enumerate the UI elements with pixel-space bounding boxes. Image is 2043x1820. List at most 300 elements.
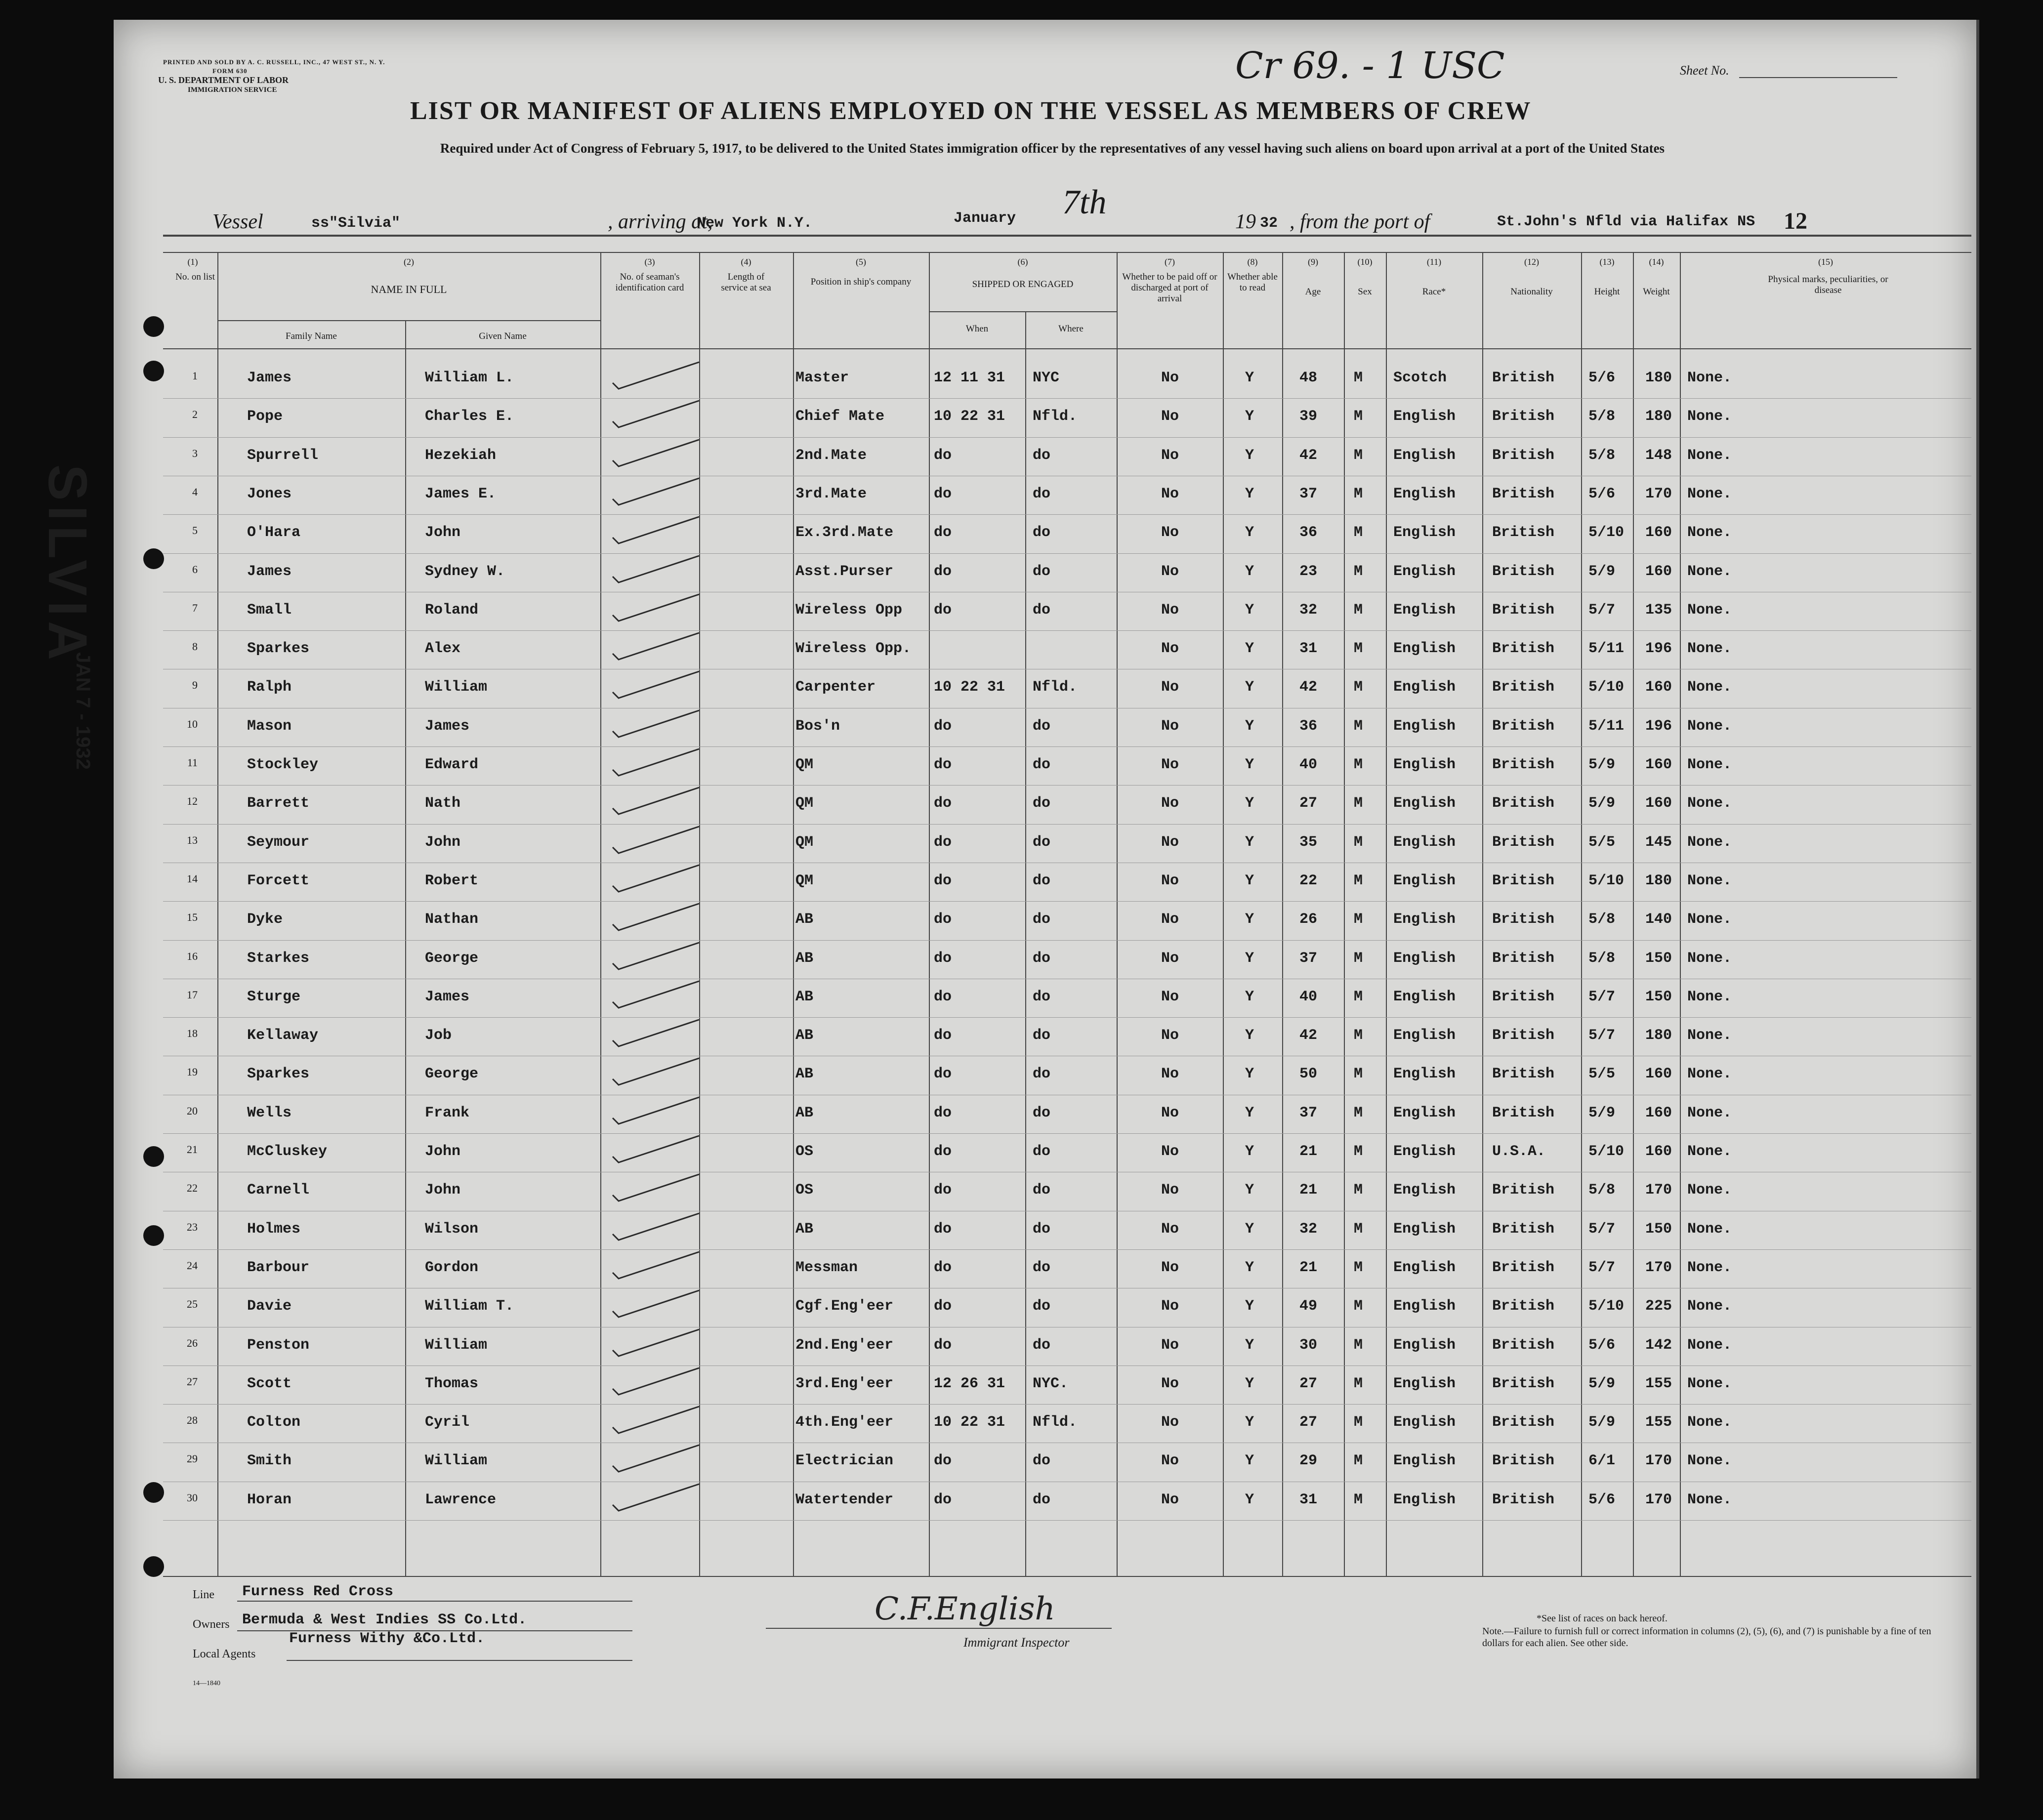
row-rule — [163, 1017, 1971, 1018]
race-cell: English — [1393, 1336, 1456, 1354]
nationality-cell: British — [1492, 1491, 1555, 1508]
physical-marks-cell: None. — [1687, 1336, 1732, 1354]
given-name-cell: James — [425, 717, 470, 735]
given-name-cell: John — [425, 833, 461, 851]
row-rule — [163, 746, 1971, 747]
position-cell: Messman — [795, 1259, 858, 1276]
family-name-cell: Wells — [247, 1104, 292, 1121]
family-name-cell: Stockley — [247, 756, 319, 773]
shipped-where-cell: do — [1033, 1182, 1051, 1199]
given-name-cell: George — [425, 950, 479, 967]
check-mark-icon — [608, 1016, 707, 1050]
row-number: 13 — [187, 833, 198, 846]
height-cell: 5/8 — [1588, 1182, 1616, 1199]
able-to-read-cell: Y — [1245, 1491, 1254, 1508]
shipped-where-cell: Nfld. — [1033, 1414, 1078, 1431]
position-cell: Asst.Purser — [795, 563, 894, 580]
family-name-cell: James — [247, 370, 292, 386]
given-name-cell: Nathan — [425, 911, 479, 928]
weight-cell: 196 — [1645, 717, 1672, 735]
nationality-cell: British — [1492, 717, 1555, 735]
physical-marks-cell: None. — [1687, 1143, 1732, 1160]
col11-label: Race* — [1422, 287, 1446, 297]
weight-cell: 170 — [1645, 485, 1672, 502]
col8-label: Whether able to read — [1227, 272, 1278, 293]
sex-cell: M — [1354, 1375, 1363, 1392]
family-name-cell: Spurrell — [247, 447, 319, 464]
paid-off-cell: No — [1161, 1220, 1179, 1238]
row-number: 20 — [187, 1104, 198, 1117]
col-divider — [1344, 252, 1345, 1576]
weight-cell: 170 — [1645, 1452, 1672, 1470]
able-to-read-cell: Y — [1245, 1414, 1254, 1431]
nationality-cell: British — [1492, 1336, 1555, 1354]
shipped-when-cell: 12 11 31 — [934, 370, 1005, 386]
weight-cell: 160 — [1645, 1143, 1672, 1160]
paid-off-cell: No — [1161, 988, 1179, 1005]
col7-number: (7) — [1165, 257, 1175, 267]
shipped-when-cell: do — [934, 447, 952, 464]
nationality-cell: British — [1492, 1414, 1555, 1431]
sex-cell: M — [1354, 1336, 1363, 1354]
age-cell: 32 — [1299, 601, 1318, 619]
given-name-cell: John — [425, 524, 461, 541]
col-divider — [1117, 252, 1118, 1576]
shipped-when-cell: do — [934, 1104, 952, 1121]
shipped-where-cell: do — [1033, 911, 1051, 928]
shipped-when-cell: do — [934, 1182, 952, 1199]
sheet-number: 12 — [1784, 208, 1807, 234]
height-cell: 5/8 — [1588, 950, 1616, 967]
shipped-where-cell: do — [1033, 1066, 1051, 1083]
position-cell: 3rd.Mate — [795, 485, 867, 502]
col-divider — [600, 252, 601, 1576]
age-cell: 42 — [1299, 679, 1318, 696]
able-to-read-cell: Y — [1245, 1336, 1254, 1354]
position-cell: AB — [795, 1027, 814, 1044]
col11-number: (11) — [1426, 257, 1442, 267]
given-name-cell: William — [425, 679, 488, 696]
height-cell: 5/10 — [1588, 679, 1625, 696]
physical-marks-cell: None. — [1687, 1182, 1732, 1199]
check-mark-icon — [608, 667, 707, 702]
race-cell: English — [1393, 679, 1456, 696]
sex-cell: M — [1354, 1027, 1363, 1044]
col9-number: (9) — [1308, 257, 1318, 267]
race-cell: English — [1393, 485, 1456, 502]
row-number: 10 — [187, 717, 198, 730]
family-name-cell: Barbour — [247, 1259, 310, 1276]
check-mark-icon — [608, 1093, 707, 1128]
given-name-cell: John — [425, 1143, 461, 1160]
race-cell: English — [1393, 1298, 1456, 1315]
paid-off-cell: No — [1161, 795, 1179, 812]
position-cell: 2nd.Mate — [795, 447, 867, 464]
race-cell: English — [1393, 524, 1456, 541]
sheet-no-line — [1739, 77, 1897, 78]
family-name-cell: Small — [247, 601, 292, 619]
paid-off-cell: No — [1161, 756, 1179, 773]
row-number: 30 — [187, 1491, 198, 1504]
paid-off-cell: No — [1161, 524, 1179, 541]
race-cell: English — [1393, 1104, 1456, 1121]
col3-label: No. of seaman's identification card — [615, 272, 684, 293]
height-cell: 5/9 — [1588, 1414, 1616, 1431]
able-to-read-cell: Y — [1245, 640, 1254, 658]
sex-cell: M — [1354, 717, 1363, 735]
row-number: 23 — [187, 1220, 198, 1233]
age-cell: 22 — [1299, 872, 1318, 889]
vessel-label: Vessel — [212, 210, 263, 233]
sex-cell: M — [1354, 524, 1363, 541]
race-cell: English — [1393, 872, 1456, 889]
physical-marks-cell: None. — [1687, 563, 1732, 580]
given-name-cell: George — [425, 1066, 479, 1083]
nationality-cell: British — [1492, 1298, 1555, 1315]
position-cell: Ex.3rd.Mate — [795, 524, 894, 541]
age-cell: 37 — [1299, 485, 1318, 502]
weight-cell: 170 — [1645, 1259, 1672, 1276]
weight-cell: 150 — [1645, 988, 1672, 1005]
paid-off-cell: No — [1161, 1298, 1179, 1315]
height-cell: 5/9 — [1588, 756, 1616, 773]
handwritten-reference: Cr 69. - 1 USC — [1235, 44, 1505, 87]
able-to-read-cell: Y — [1245, 1104, 1254, 1121]
physical-marks-cell: None. — [1687, 1414, 1732, 1431]
shipped-where-cell: do — [1033, 1220, 1051, 1238]
owners-label: Owners — [193, 1618, 230, 1631]
sex-cell: M — [1354, 1182, 1363, 1199]
race-cell: English — [1393, 1066, 1456, 1083]
age-cell: 42 — [1299, 447, 1318, 464]
check-mark-icon — [608, 552, 707, 586]
height-cell: 5/8 — [1588, 408, 1616, 425]
position-cell: AB — [795, 1104, 814, 1121]
col-divider — [1680, 252, 1681, 1576]
able-to-read-cell: Y — [1245, 601, 1254, 619]
arriving-label: , arriving at, — [608, 210, 713, 233]
shipped-when-cell: do — [934, 1259, 952, 1276]
name-subrule — [217, 320, 600, 321]
col-divider — [929, 252, 930, 1576]
shipped-where-cell: Nfld. — [1033, 408, 1078, 425]
row-number: 4 — [192, 485, 198, 498]
weight-cell: 155 — [1645, 1414, 1672, 1431]
sex-cell: M — [1354, 408, 1363, 425]
row-rule — [163, 514, 1971, 515]
paid-off-cell: No — [1161, 872, 1179, 889]
given-name-header: Given Name — [479, 331, 527, 341]
row-number: 3 — [192, 447, 198, 459]
paid-off-cell: No — [1161, 679, 1179, 696]
race-cell: English — [1393, 447, 1456, 464]
punch-hole — [143, 1146, 164, 1167]
age-cell: 35 — [1299, 833, 1318, 851]
row-number: 17 — [187, 988, 198, 1001]
family-name-cell: Jones — [247, 485, 292, 502]
shipped-where-cell: NYC — [1033, 370, 1060, 386]
position-cell: AB — [795, 911, 814, 928]
sex-cell: M — [1354, 911, 1363, 928]
given-name-cell: Frank — [425, 1104, 470, 1121]
family-name-cell: Davie — [247, 1298, 292, 1315]
check-mark-icon — [608, 1286, 707, 1321]
weight-cell: 140 — [1645, 911, 1672, 928]
row-number: 21 — [187, 1143, 198, 1156]
shipped-where-cell: do — [1033, 872, 1051, 889]
family-name-cell: McCluskey — [247, 1143, 328, 1160]
age-cell: 21 — [1299, 1259, 1318, 1276]
departure-port: St.John's Nfld via Halifax NS — [1497, 213, 1755, 230]
col-divider — [1581, 252, 1582, 1576]
physical-marks-cell: None. — [1687, 1066, 1732, 1083]
inspector-signature: C.F.English — [875, 1591, 1055, 1627]
nationality-cell: British — [1492, 756, 1555, 773]
year-prefix: 19 — [1235, 210, 1256, 233]
paid-off-cell: No — [1161, 563, 1179, 580]
line-rule — [237, 1601, 632, 1602]
position-cell: Watertender — [795, 1491, 894, 1508]
able-to-read-cell: Y — [1245, 563, 1254, 580]
family-name-cell: Pope — [247, 408, 283, 425]
race-cell: Scotch — [1393, 370, 1447, 386]
family-name-cell: O'Hara — [247, 524, 301, 541]
arrival-day: 7th — [1062, 183, 1107, 221]
physical-marks-cell: None. — [1687, 640, 1732, 658]
weight-cell: 160 — [1645, 1066, 1672, 1083]
shipped-where-cell: do — [1033, 601, 1051, 619]
given-name-cell: Job — [425, 1027, 452, 1044]
col6-number: (6) — [1017, 257, 1028, 267]
age-cell: 50 — [1299, 1066, 1318, 1083]
height-cell: 5/7 — [1588, 601, 1616, 619]
nationality-cell: British — [1492, 1104, 1555, 1121]
weight-cell: 180 — [1645, 872, 1672, 889]
able-to-read-cell: Y — [1245, 1375, 1254, 1392]
col-divider — [217, 252, 218, 1576]
age-cell: 36 — [1299, 717, 1318, 735]
sex-cell: M — [1354, 370, 1363, 386]
nationality-cell: British — [1492, 833, 1555, 851]
age-cell: 49 — [1299, 1298, 1318, 1315]
race-cell: English — [1393, 408, 1456, 425]
given-name-cell: Charles E. — [425, 408, 514, 425]
nationality-cell: British — [1492, 563, 1555, 580]
col7-label: Whether to be paid off or discharged at port of arrival — [1122, 272, 1217, 304]
col12-number: (12) — [1524, 257, 1539, 267]
paid-off-cell: No — [1161, 601, 1179, 619]
physical-marks-cell: None. — [1687, 950, 1732, 967]
able-to-read-cell: Y — [1245, 1066, 1254, 1083]
nationality-cell: British — [1492, 447, 1555, 464]
agents-label: Local Agents — [193, 1648, 256, 1660]
col1-label: No. on list — [175, 272, 215, 282]
age-cell: 31 — [1299, 1491, 1318, 1508]
weight-cell: 155 — [1645, 1375, 1672, 1392]
row-rule — [163, 630, 1971, 631]
race-cell: English — [1393, 988, 1456, 1005]
nationality-cell: British — [1492, 1027, 1555, 1044]
shipped-where-cell: do — [1033, 833, 1051, 851]
row-number: 29 — [187, 1452, 198, 1465]
row-number: 8 — [192, 640, 198, 653]
age-cell: 30 — [1299, 1336, 1318, 1354]
race-cell: English — [1393, 1491, 1456, 1508]
shipped-where-cell: do — [1033, 950, 1051, 967]
age-cell: 40 — [1299, 988, 1318, 1005]
weight-cell: 160 — [1645, 563, 1672, 580]
race-cell: English — [1393, 1259, 1456, 1276]
sex-cell: M — [1354, 447, 1363, 464]
check-mark-icon — [608, 745, 707, 780]
family-name-cell: Colton — [247, 1414, 301, 1431]
sex-cell: M — [1354, 563, 1363, 580]
position-cell: Cgf.Eng'eer — [795, 1298, 894, 1315]
nationality-cell: British — [1492, 408, 1555, 425]
row-rule — [163, 437, 1971, 438]
given-name-cell: Edward — [425, 756, 479, 773]
row-number: 2 — [192, 408, 198, 421]
shipped-when-cell: do — [934, 1143, 952, 1160]
races-note: *See list of races on back hereof. — [1537, 1613, 1668, 1624]
department-name: U. S. DEPARTMENT OF LABOR — [158, 75, 289, 85]
family-name-cell: Sturge — [247, 988, 301, 1005]
paid-off-cell: No — [1161, 1027, 1179, 1044]
given-name-cell: William — [425, 1336, 488, 1354]
row-rule — [163, 1365, 1971, 1366]
check-mark-icon — [608, 1248, 707, 1282]
age-cell: 27 — [1299, 795, 1318, 812]
able-to-read-cell: Y — [1245, 1143, 1254, 1160]
height-cell: 5/8 — [1588, 911, 1616, 928]
row-rule — [163, 1133, 1971, 1134]
shipped-when-cell: do — [934, 563, 952, 580]
able-to-read-cell: Y — [1245, 1298, 1254, 1315]
col2-label: NAME IN FULL — [371, 283, 447, 295]
sex-cell: M — [1354, 640, 1363, 658]
weight-cell: 160 — [1645, 1104, 1672, 1121]
shipped-where-cell: do — [1033, 756, 1051, 773]
col1-number: (1) — [187, 257, 198, 267]
age-cell: 23 — [1299, 563, 1318, 580]
paid-off-cell: No — [1161, 911, 1179, 928]
weight-cell: 170 — [1645, 1491, 1672, 1508]
height-cell: 5/9 — [1588, 795, 1616, 812]
age-cell: 27 — [1299, 1414, 1318, 1431]
inspector-label: Immigrant Inspector — [963, 1635, 1070, 1650]
row-number: 11 — [187, 756, 198, 769]
col-divider — [1282, 252, 1283, 1576]
able-to-read-cell: Y — [1245, 1027, 1254, 1044]
sex-cell: M — [1354, 833, 1363, 851]
weight-cell: 160 — [1645, 795, 1672, 812]
row-rule — [163, 1520, 1971, 1521]
shipped-where-cell: do — [1033, 1259, 1051, 1276]
check-mark-icon — [608, 397, 707, 431]
col15-label: Physical marks, peculiarities, or disease — [1768, 274, 1888, 295]
paid-off-cell: No — [1161, 1182, 1179, 1199]
row-rule — [163, 901, 1971, 902]
sex-cell: M — [1354, 756, 1363, 773]
arrival-port: New York N.Y. — [697, 215, 813, 232]
nationality-cell: British — [1492, 485, 1555, 502]
row-number: 26 — [187, 1336, 198, 1349]
age-cell: 42 — [1299, 1027, 1318, 1044]
paid-off-cell: No — [1161, 1259, 1179, 1276]
paid-off-cell: No — [1161, 950, 1179, 967]
height-cell: 5/6 — [1588, 1491, 1616, 1508]
paid-off-cell: No — [1161, 717, 1179, 735]
check-mark-icon — [608, 706, 707, 741]
shipped-when-cell: do — [934, 756, 952, 773]
position-cell: AB — [795, 1220, 814, 1238]
height-cell: 5/7 — [1588, 988, 1616, 1005]
col-divider — [793, 252, 794, 1576]
shipped-where-cell: do — [1033, 1143, 1051, 1160]
given-name-cell: Wilson — [425, 1220, 479, 1238]
paid-off-cell: No — [1161, 370, 1179, 386]
weight-cell: 196 — [1645, 640, 1672, 658]
service-name: IMMIGRATION SERVICE — [188, 86, 277, 94]
age-cell: 37 — [1299, 1104, 1318, 1121]
height-cell: 5/6 — [1588, 485, 1616, 502]
able-to-read-cell: Y — [1245, 1182, 1254, 1199]
check-mark-icon — [608, 1325, 707, 1360]
sex-cell: M — [1354, 601, 1363, 619]
date-side-stamp: JAN 7 - 1932 — [72, 652, 94, 770]
check-mark-icon — [608, 1480, 707, 1515]
col4-number: (4) — [741, 257, 751, 267]
race-cell: English — [1393, 1027, 1456, 1044]
requirement-text: Required under Act of Congress of February 5, 1917, to be delivered to the United States immigration officer by the representatives of any vessel having such aliens on board upon arrival at a port of the United States — [440, 141, 1665, 156]
family-name-cell: Sparkes — [247, 1066, 310, 1083]
able-to-read-cell: Y — [1245, 950, 1254, 967]
nationality-cell: British — [1492, 1375, 1555, 1392]
shipped-when-cell: do — [934, 1491, 952, 1508]
race-cell: English — [1393, 1220, 1456, 1238]
col2-number: (2) — [404, 257, 414, 267]
physical-marks-cell: None. — [1687, 833, 1732, 851]
given-name-cell: Nath — [425, 795, 461, 812]
physical-marks-cell: None. — [1687, 717, 1732, 735]
penalty-note: Note.—Failure to furnish full or correct information in columns (2), (5), (6), and (7) is punishable by a fine of ten dollars for each alien. See other side. — [1482, 1626, 1931, 1649]
given-name-cell: William T. — [425, 1298, 514, 1315]
check-mark-icon — [608, 1170, 707, 1205]
weight-cell: 150 — [1645, 1220, 1672, 1238]
shipped-where-cell: do — [1033, 717, 1051, 735]
position-cell: OS — [795, 1143, 814, 1160]
col14-label: Weight — [1643, 287, 1670, 297]
sex-cell: M — [1354, 1452, 1363, 1470]
col10-number: (10) — [1357, 257, 1373, 267]
manifest-sheet — [37, 20, 1979, 1779]
owners-value: Bermuda & West Indies SS Co.Ltd. — [242, 1612, 527, 1628]
family-name-cell: Holmes — [247, 1220, 301, 1238]
check-mark-icon — [608, 474, 707, 509]
race-cell: English — [1393, 1414, 1456, 1431]
col12-label: Nationality — [1510, 287, 1553, 297]
row-number: 27 — [187, 1375, 198, 1388]
position-cell: Master — [795, 370, 849, 386]
family-name-cell: Mason — [247, 717, 292, 735]
position-cell: Bos'n — [795, 717, 840, 735]
physical-marks-cell: None. — [1687, 988, 1732, 1005]
given-name-cell: Gordon — [425, 1259, 479, 1276]
table-top-rule — [163, 252, 1971, 253]
shipped-when-cell: do — [934, 911, 952, 928]
col6-label: SHIPPED OR ENGAGED — [972, 279, 1074, 290]
weight-cell: 160 — [1645, 756, 1672, 773]
